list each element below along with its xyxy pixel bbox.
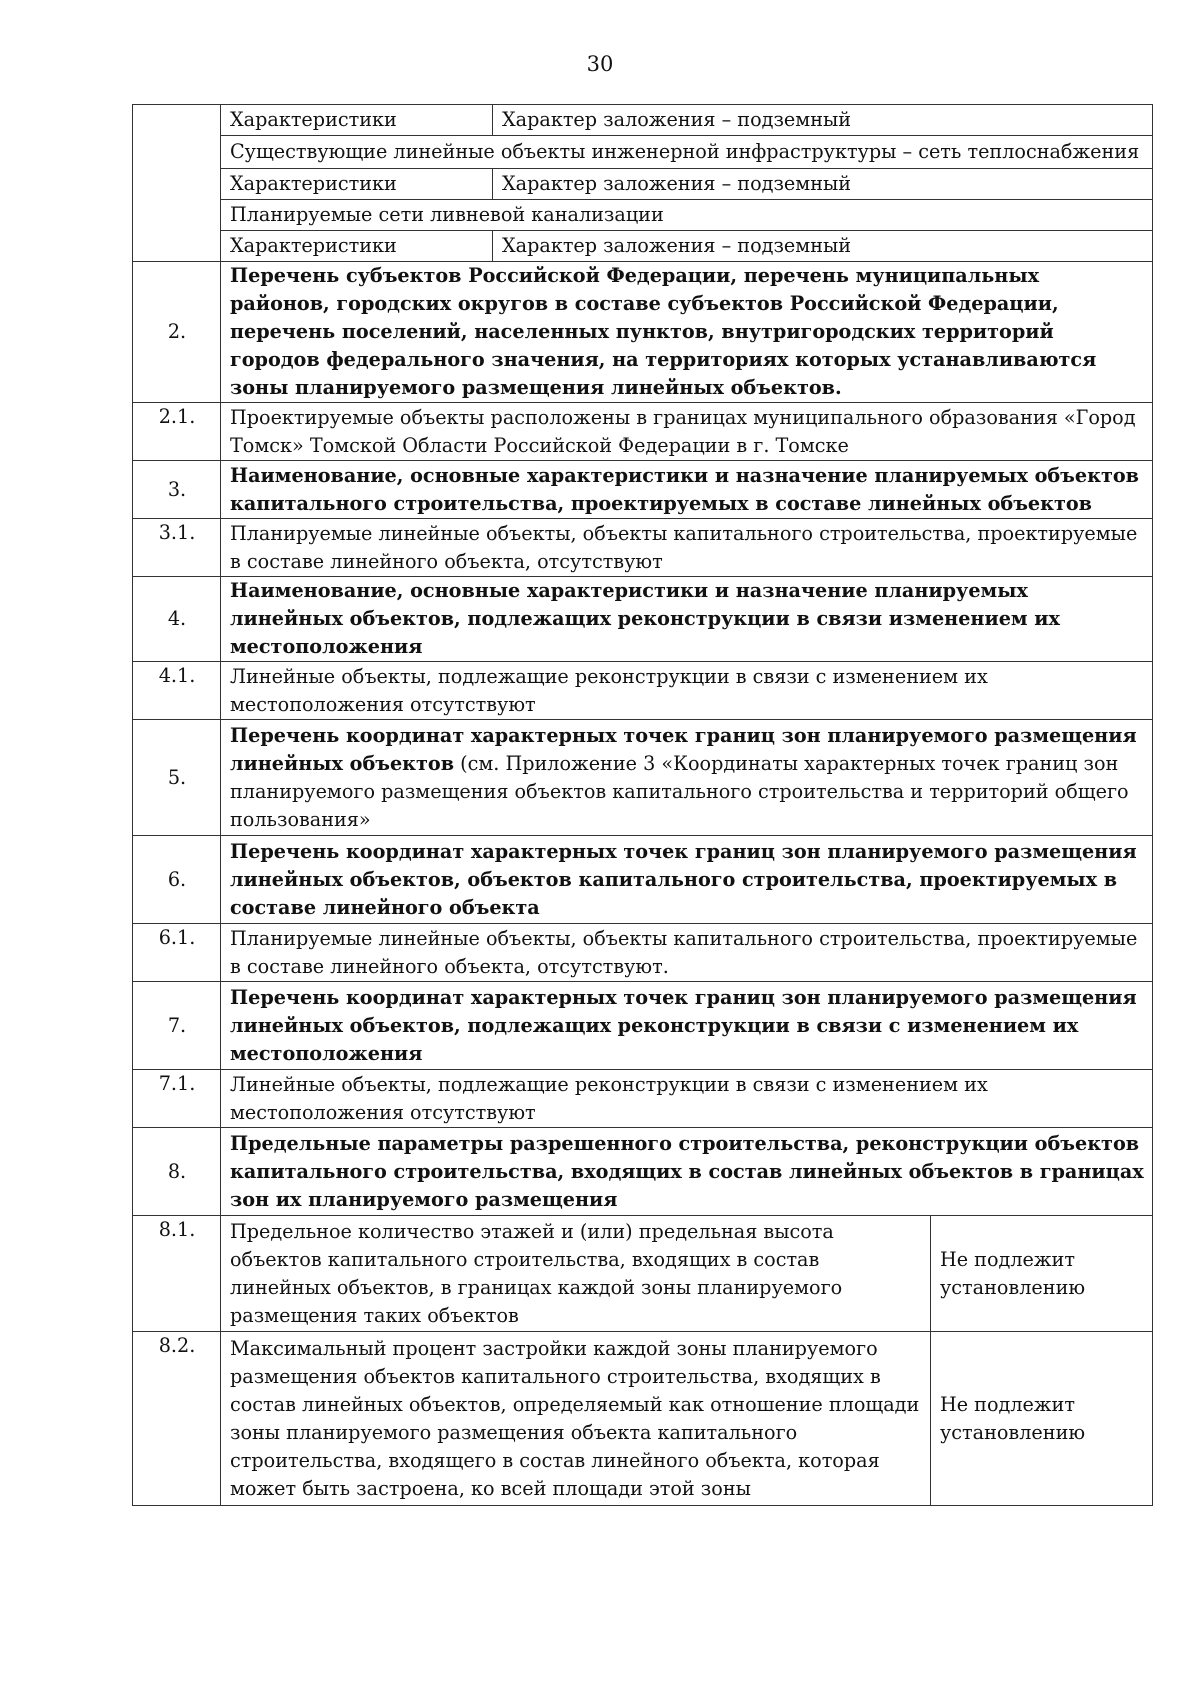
section-heading: Предельные параметры разрешенного строительства, реконструкции объектов капитального строительства, входящих в состав линейных объектов в границах зон их планируемого размещения <box>221 1128 1153 1216</box>
section-text: Планируемые линейные объекты, объекты капитального строительства, проектируемые в составе линейного объекта, отсутствуют <box>221 519 1153 577</box>
number-cell-empty <box>133 105 221 262</box>
characteristics-value: Характер заложения – подземный <box>493 231 1153 262</box>
section-heading: Наименование, основные характеристики и назначение планируемых объектов капитального строительства, проектируемых в составе линейных объектов <box>221 461 1153 519</box>
table-row <box>133 262 1153 403</box>
table-row <box>133 1216 1153 1332</box>
table-row <box>133 105 1153 136</box>
section-number: 4.1. <box>133 662 221 720</box>
table-row <box>133 461 1153 519</box>
section-text: Линейные объекты, подлежащие реконструкции в связи с изменением их местоположения отсутствуют <box>221 662 1153 720</box>
section-text: Проектируемые объекты расположены в границах муниципального образования «Город Томск» Томской Области Российской Федерации в г. Томске <box>221 403 1153 461</box>
section-number: 3. <box>133 461 221 519</box>
table-row <box>133 577 1153 662</box>
characteristics-label: Характеристики <box>221 169 493 200</box>
section-number: 2.1. <box>133 403 221 461</box>
section-number: 6.1. <box>133 924 221 982</box>
table-row <box>133 1332 1153 1506</box>
table-row <box>133 519 1153 577</box>
section-number: 8. <box>133 1128 221 1216</box>
table-row <box>133 200 1153 231</box>
section-text: Предельное количество этажей и (или) предельная высота объектов капитального строительства, входящих в состав линейных объектов, в границах каждой зоны планируемого размещения таких объектов <box>221 1216 931 1332</box>
limit-value: Не подлежит установлению <box>931 1332 1153 1506</box>
section-text: Максимальный процент застройки каждой зоны планируемого размещения объектов капитального строительства, входящих в состав линейных объектов, определяемый как отношение площади зоны планируемого размещения объекта капитального строительства, входящего в состав линейного объекта, которая может быть застроена, ко всей площади этой зоны <box>221 1332 931 1506</box>
section-heading: Перечень координат характерных точек границ зон планируемого размещения линейных объектов, подлежащих реконструкции в связи с изменением их местоположения <box>221 982 1153 1070</box>
parameters-table <box>132 104 1153 1506</box>
table-row <box>133 836 1153 924</box>
table-row <box>133 231 1153 262</box>
section-text: Линейные объекты, подлежащие реконструкции в связи с изменением их местоположения отсутствуют <box>221 1070 1153 1128</box>
characteristics-label: Характеристики <box>221 105 493 136</box>
section-text: Планируемые линейные объекты, объекты капитального строительства, проектируемые в составе линейного объекта, отсутствуют. <box>221 924 1153 982</box>
table-row <box>133 136 1153 169</box>
characteristics-value: Характер заложения – подземный <box>493 169 1153 200</box>
section-number: 3.1. <box>133 519 221 577</box>
section-number: 4. <box>133 577 221 662</box>
table-row <box>133 662 1153 720</box>
section-heading-bold: Перечень координат характерных точек границ зон планируемого размещения линейных объектов <box>230 723 1137 775</box>
section-heading <box>221 720 1153 836</box>
characteristics-label: Характеристики <box>221 231 493 262</box>
section-number: 2. <box>133 262 221 403</box>
section-number: 6. <box>133 836 221 924</box>
page-number: 30 <box>586 52 614 76</box>
table-row <box>133 1070 1153 1128</box>
section-number: 8.2. <box>133 1332 221 1506</box>
section-number: 8.1. <box>133 1216 221 1332</box>
table-row <box>133 924 1153 982</box>
characteristics-value: Характер заложения – подземный <box>493 105 1153 136</box>
section-number: 7. <box>133 982 221 1070</box>
section-heading-note: (см. Приложение 3 «Координаты характерных точек границ зон планируемого размещения объектов капитального строительства и территорий общего пользования» <box>230 751 1129 831</box>
table-row <box>133 982 1153 1070</box>
existing-objects-text: Существующие линейные объекты инженерной инфраструктуры – сеть теплоснабжения <box>221 136 1153 169</box>
section-heading: Перечень субъектов Российской Федерации, перечень муниципальных районов, городских округов в составе субъектов Российской Федерации, перечень поселений, населенных пунктов, внутригородских территорий городов федерального значения, на территориях которых устанавливаются зоны планируемого размещения линейных объектов. <box>221 262 1153 403</box>
table-row <box>133 1128 1153 1216</box>
section-number: 7.1. <box>133 1070 221 1128</box>
section-heading: Наименование, основные характеристики и назначение планируемых линейных объектов, подлежащих реконструкции в связи изменением их местоположения <box>221 577 1153 662</box>
table-row <box>133 169 1153 200</box>
table-row <box>133 720 1153 836</box>
section-number: 5. <box>133 720 221 836</box>
planned-networks-text: Планируемые сети ливневой канализации <box>221 200 1153 231</box>
limit-value: Не подлежит установлению <box>931 1216 1153 1332</box>
table-row <box>133 403 1153 461</box>
section-heading: Перечень координат характерных точек границ зон планируемого размещения линейных объектов, объектов капитального строительства, проектируемых в составе линейного объекта <box>221 836 1153 924</box>
